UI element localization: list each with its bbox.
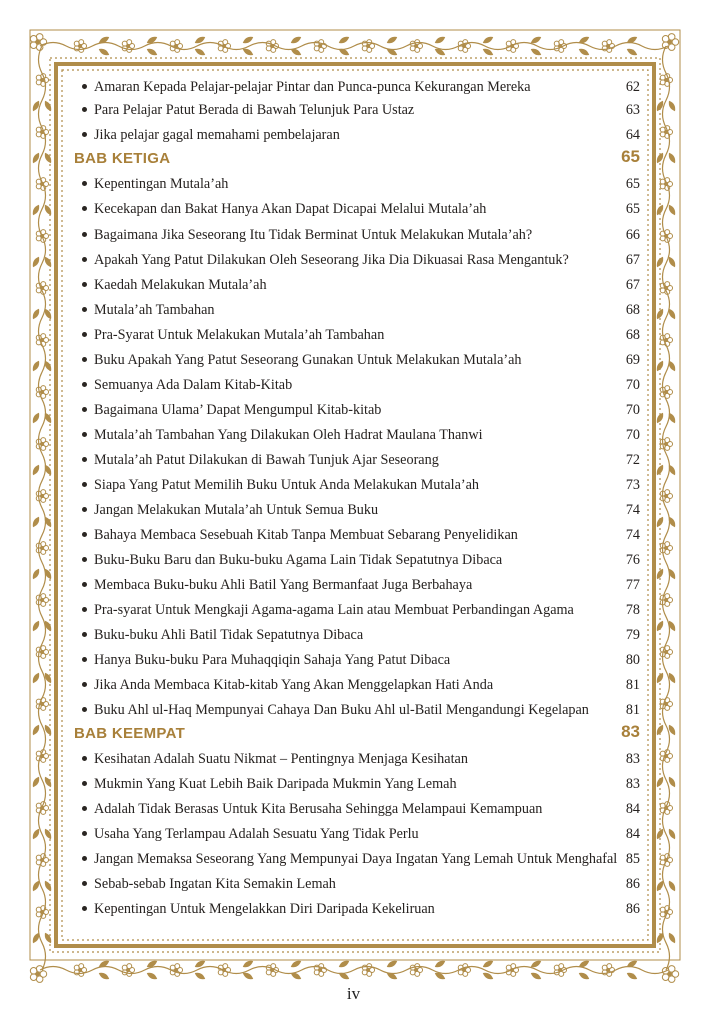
bullet-icon <box>82 806 87 811</box>
toc-entry <box>88 374 640 396</box>
bullet-icon <box>82 881 87 886</box>
toc-entry-page: 74 <box>625 527 640 543</box>
toc-entry-page: 78 <box>625 602 640 618</box>
toc-entry-title: Mutala’ah Tambahan Yang Dilakukan Oleh Hadrat Maulana Thanwi <box>94 427 483 443</box>
bullet-icon <box>82 132 87 137</box>
toc-entry-page: 83 <box>625 751 640 767</box>
toc-entry-page: 68 <box>625 327 640 343</box>
bullet-icon <box>82 507 87 512</box>
toc-entry-title: Kepentingan Untuk Mengelakkan Diri Daripada Kekeliruan <box>94 901 435 917</box>
toc-entry-title: Kesihatan Adalah Suatu Nikmat – Pentingnya Menjaga Kesihatan <box>94 751 468 767</box>
toc-entry-page: 66 <box>625 227 640 243</box>
toc-entry-page: 74 <box>625 502 640 518</box>
toc-entry-title: Buku Apakah Yang Patut Seseorang Gunakan Untuk Melakukan Mutala’ah <box>94 352 522 368</box>
bullet-icon <box>82 382 87 387</box>
toc-entry-page: 77 <box>625 577 640 593</box>
toc-entry-title: Semuanya Ada Dalam Kitab-Kitab <box>94 377 293 393</box>
toc-entry-title: Pra-Syarat Untuk Melakukan Mutala’ah Tambahan <box>94 327 385 343</box>
toc-entry-title: Sebab-sebab Ingatan Kita Semakin Lemah <box>94 876 336 892</box>
toc-entry-title: Kaedah Melakukan Mutala’ah <box>94 277 267 293</box>
toc-entry <box>88 299 640 321</box>
chapter-page-number: 83 <box>621 722 640 741</box>
toc-entry-title: Kepentingan Mutala’ah <box>94 176 229 192</box>
toc-entry-title: Jangan Memaksa Seseorang Yang Mempunyai Daya Ingatan Yang Lemah Untuk Menghafal <box>94 851 618 867</box>
toc-entry <box>88 574 640 596</box>
toc-entry-page: 83 <box>625 776 640 792</box>
bullet-icon <box>82 282 87 287</box>
bullet-icon <box>82 107 87 112</box>
bullet-icon <box>82 181 87 186</box>
toc-entry-title: Jangan Melakukan Mutala’ah Untuk Semua Buku <box>94 502 379 518</box>
bullet-icon <box>82 582 87 587</box>
page-number-footer: iv <box>346 984 361 1003</box>
toc-entry <box>88 748 640 770</box>
chapter-page-number: 65 <box>621 147 640 166</box>
toc-entry-page: 79 <box>625 627 640 643</box>
bullet-icon <box>82 831 87 836</box>
toc-entry <box>88 524 640 546</box>
toc-entry-title: Amaran Kepada Pelajar-pelajar Pintar dan Punca-punca Kekurangan Mereka <box>94 79 531 95</box>
toc-entry <box>88 324 640 346</box>
toc-entry <box>88 773 640 795</box>
chapter-title: BAB KEEMPAT <box>74 725 186 742</box>
chapter-title: BAB KETIGA <box>74 150 171 167</box>
bullet-icon <box>82 906 87 911</box>
toc-entry-title: Jika pelajar gagal memahami pembelajaran <box>94 127 340 143</box>
toc-entry-page: 65 <box>625 201 640 217</box>
toc-entry <box>88 274 640 296</box>
toc-entry-page: 86 <box>625 901 640 917</box>
toc-entry-title: Kecekapan dan Bakat Hanya Akan Dapat Dicapai Melalui Mutala’ah <box>94 201 487 217</box>
toc-entry-page: 70 <box>625 427 640 443</box>
toc-entry <box>88 474 640 496</box>
toc-entry <box>88 798 640 820</box>
toc-entry-page: 70 <box>625 402 640 418</box>
bullet-icon <box>82 532 87 537</box>
toc-entry-title: Adalah Tidak Berasas Untuk Kita Berusaha Sehingga Melampaui Kemampuan <box>94 801 543 817</box>
bullet-icon <box>82 756 87 761</box>
toc-entry <box>88 449 640 471</box>
toc-entry <box>88 823 640 845</box>
toc-entry <box>88 624 640 646</box>
toc-entry-page: 84 <box>625 801 640 817</box>
chapter-heading <box>74 722 640 748</box>
toc-entry <box>88 399 640 421</box>
bullet-icon <box>82 232 87 237</box>
toc-entry <box>88 649 640 671</box>
toc-entry <box>88 424 640 446</box>
toc-entry-page: 76 <box>625 552 640 568</box>
toc-entry-title: Bagaimana Ulama’ Dapat Mengumpul Kitab-kitab <box>94 402 382 418</box>
toc-entry-page: 65 <box>625 176 640 192</box>
toc-entry <box>88 224 640 246</box>
bullet-icon <box>82 557 87 562</box>
bullet-icon <box>82 482 87 487</box>
toc-entry-title: Mukmin Yang Kuat Lebih Baik Daripada Mukmin Yang Lemah <box>94 776 457 792</box>
toc-entry <box>88 674 640 696</box>
toc-entry-title: Usaha Yang Terlampau Adalah Sesuatu Yang Tidak Perlu <box>94 826 419 842</box>
toc-entry-title: Jika Anda Membaca Kitab-kitab Yang Akan Menggelapkan Hati Anda <box>94 677 494 693</box>
toc-entry <box>88 198 640 220</box>
toc-entry <box>88 848 640 870</box>
toc-entry-page: 80 <box>625 652 640 668</box>
toc-entry-page: 67 <box>625 252 640 268</box>
toc-entry-page: 85 <box>625 851 640 867</box>
toc-entry <box>88 76 640 98</box>
toc-entry <box>88 99 640 121</box>
bullet-icon <box>82 307 87 312</box>
toc-entry-title: Apakah Yang Patut Dilakukan Oleh Seseorang Jika Dia Dikuasai Rasa Mengantuk? <box>94 252 569 268</box>
toc-entry-page: 67 <box>625 277 640 293</box>
toc-entry-title: Buku-Buku Baru dan Buku-buku Agama Lain Tidak Sepatutnya Dibaca <box>94 552 503 568</box>
toc-entry-title: Para Pelajar Patut Berada di Bawah Telunjuk Para Ustaz <box>94 102 415 118</box>
bullet-icon <box>82 357 87 362</box>
toc-entry <box>88 898 640 920</box>
toc-entry-page: 62 <box>625 79 640 95</box>
toc-entry-page: 81 <box>625 702 640 718</box>
chapter-heading <box>74 147 640 173</box>
toc-entry <box>88 549 640 571</box>
bullet-icon <box>82 432 87 437</box>
bullet-icon <box>82 84 87 89</box>
toc-entry-page: 84 <box>625 826 640 842</box>
toc-entry-title: Mutala’ah Tambahan <box>94 302 215 318</box>
toc-entry-title: Mutala’ah Patut Dilakukan di Bawah Tunjuk Ajar Seseorang <box>94 452 439 468</box>
toc-entry-title: Bahaya Membaca Sesebuah Kitab Tanpa Membuat Sebarang Penyelidikan <box>94 527 518 543</box>
bullet-icon <box>82 407 87 412</box>
toc-entry <box>88 699 640 721</box>
toc-entry-title: Membaca Buku-buku Ahli Batil Yang Bermanfaat Juga Berbahaya <box>94 577 473 593</box>
toc-entry-page: 63 <box>625 102 640 118</box>
toc-entry-page: 64 <box>625 127 640 143</box>
toc-entry-page: 70 <box>625 377 640 393</box>
toc-entry-page: 69 <box>625 352 640 368</box>
bullet-icon <box>82 457 87 462</box>
toc-entry-title: Hanya Buku-buku Para Muhaqqiqin Sahaja Yang Patut Dibaca <box>94 652 451 668</box>
toc-entry-page: 73 <box>625 477 640 493</box>
toc-entry-page: 86 <box>625 876 640 892</box>
toc-entry <box>88 249 640 271</box>
toc-entry-title: Siapa Yang Patut Memilih Buku Untuk Anda Melakukan Mutala’ah <box>94 477 479 493</box>
bullet-icon <box>82 682 87 687</box>
toc-entry-title: Buku-buku Ahli Batil Tidak Sepatutnya Dibaca <box>94 627 364 643</box>
bullet-icon <box>82 781 87 786</box>
bullet-icon <box>82 206 87 211</box>
bullet-icon <box>82 632 87 637</box>
toc-entry-title: Pra-syarat Untuk Mengkaji Agama-agama Lain atau Membuat Perbandingan Agama <box>94 602 574 618</box>
bullet-icon <box>82 707 87 712</box>
toc-entry-page: 68 <box>625 302 640 318</box>
bullet-icon <box>82 657 87 662</box>
bullet-icon <box>82 856 87 861</box>
toc-entry <box>88 499 640 521</box>
toc-entry <box>88 599 640 621</box>
bullet-icon <box>82 332 87 337</box>
toc-entry-title: Bagaimana Jika Seseorang Itu Tidak Berminat Untuk Melakukan Mutala’ah? <box>94 227 533 243</box>
toc-entry-page: 72 <box>625 452 640 468</box>
toc-entry-page: 81 <box>625 677 640 693</box>
toc-entry <box>88 873 640 895</box>
toc-entry <box>88 124 640 146</box>
bullet-icon <box>82 257 87 262</box>
toc-entry-title: Buku Ahl ul-Haq Mempunyai Cahaya Dan Buku Ahl ul-Batil Mengandungi Kegelapan <box>94 702 589 718</box>
bullet-icon <box>82 607 87 612</box>
toc-entry <box>88 173 640 195</box>
toc-entry <box>88 349 640 371</box>
